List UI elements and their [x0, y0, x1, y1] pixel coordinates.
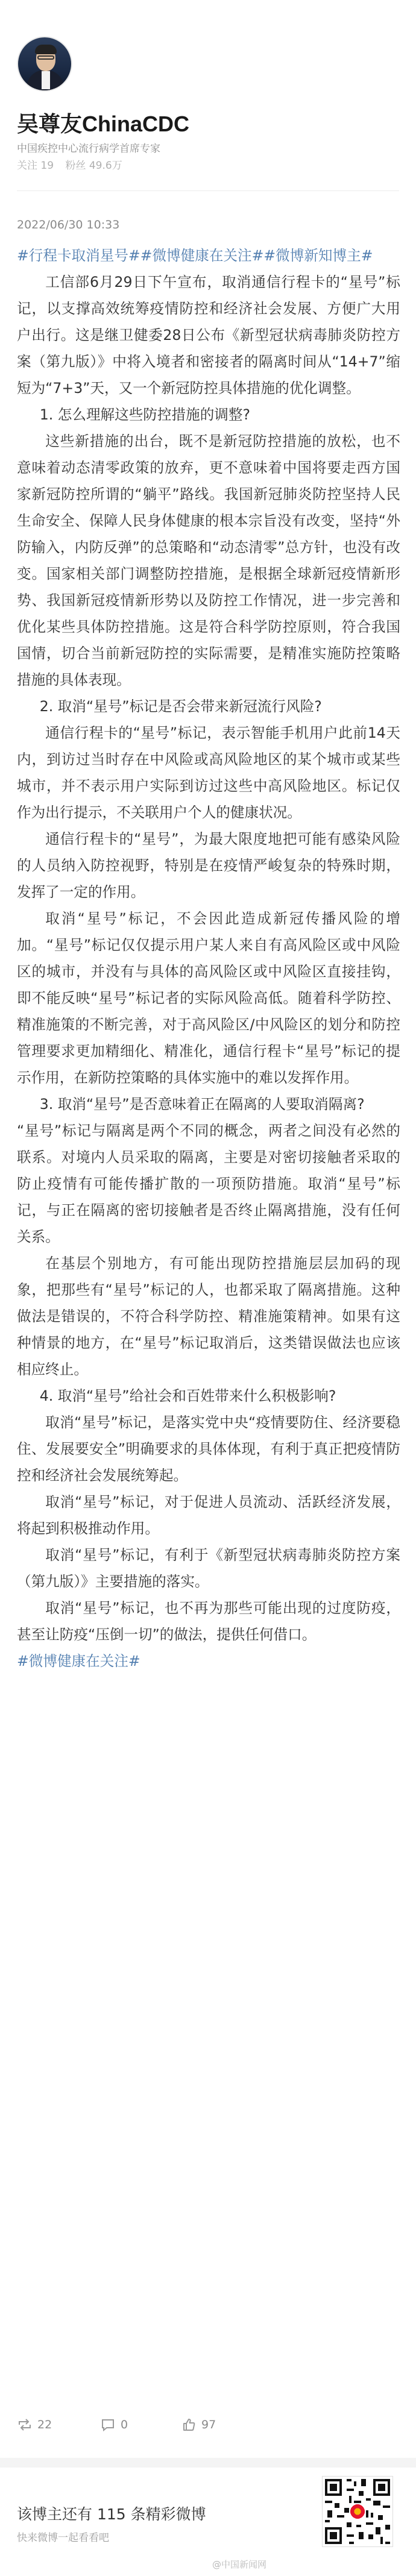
section-separator	[0, 2458, 416, 2468]
more-posts-subtitle: 快来微博一起看看吧	[17, 2532, 109, 2544]
like-count: 97	[201, 2418, 216, 2431]
post-hashtags[interactable]: #行程卡取消星号##微博健康在关注##微博新知博主#	[17, 247, 373, 264]
paragraph: 取消“星号”标记，也不再为那些可能出现的过度防疫，甚至让防疫“压倒一切”的做法，提供任何借口。	[17, 1600, 400, 1643]
profile-stats	[17, 157, 131, 172]
comment-count: 0	[121, 2418, 128, 2431]
post-date: 2022/06/30 10:33	[17, 218, 120, 231]
watermark: @中国新闻网	[212, 2559, 267, 2570]
comment-button[interactable]	[100, 2417, 128, 2433]
qr-code	[322, 2476, 393, 2547]
more-posts-title[interactable]: 该博主还有 115 条精彩微博	[17, 2505, 206, 2523]
section-heading: 1. 怎么理解这些防控措施的调整?	[39, 406, 251, 423]
section-heading: 3. 取消“星号”是否意味着正在隔离的人要取消隔离?	[39, 1096, 365, 1113]
paragraph: 取消“星号”标记，不会因此造成新冠传播风险的增加。“星号”标记仅仅提示用户某人来自有高风险区或中风险区的城市，并没有与具体的高风险区或中风险区直接挂钩，即不能反映“星号”标记者的实际风险高低。随着科学防控、精准施策的不断完善，对于高风险区/中风险区的划分和防控管理要求更加精细化、精准化，通信行程卡“星号”标记的提示作用，在新防控策略的具体实施中的难以发挥作用。	[17, 910, 400, 1086]
like-button[interactable]	[181, 2417, 216, 2433]
repost-count: 22	[37, 2418, 52, 2431]
paragraph: 在基层个别地方，有可能出现防控措施层层加码的现象，把那些有“星号”标记的人，也都采取了隔离措施。这种做法是错误的，不符合科学防控、精准施策精神。如果有这种情景的地方，在“星号”标记取消后，这类错误做法也应该相应终止。	[17, 1255, 400, 1378]
repost-icon	[17, 2417, 33, 2433]
paragraph: 这些新措施的出台，既不是新冠防控措施的放松，也不意味着动态清零政策的放弃，更不意味着中国将要走西方国家新冠防控所谓的“躺平”路线。我国新冠肺炎防控坚持人民生命安全、保障人民身体健康的根本宗旨没有改变，坚持“外防输入，内防反弹”的总策略和“动态清零”总方针，也没有改变。国家相关部门调整防控措施，是根据全球新冠疫情新形势、我国新冠疫情新形势以及防控工作情况，进一步完善和优化某些具体防控措施。这是符合科学防控原则，符合我国国情，切合当前新冠防控的实际需要，是精准实施防控策略措施的具体表现。	[17, 433, 400, 688]
comment-icon	[100, 2417, 116, 2433]
action-bar	[17, 2417, 258, 2439]
repost-button[interactable]	[17, 2417, 52, 2433]
paragraph: 工信部6月29日下午宣布，取消通信行程卡的“星号”标记，以支撑高效统筹疫情防控和经济社会发展、方便广大用户出行。这是继卫健委28日公布《新型冠状病毒肺炎防控方案（第九版）》中将入境者和密接者的隔离时间从“14+7”缩短为“7+3”天，又一个新冠防控具体措施的优化调整。	[17, 274, 400, 397]
paragraph: 取消“星号”标记，有利于《新型冠状病毒肺炎防控方案（第九版）》主要措施的落实。	[17, 1547, 400, 1590]
followers-count[interactable]: 粉丝 49.6万	[65, 160, 122, 172]
paragraph: 通信行程卡的“星号”标记，表示智能手机用户此前14天内，到访过当时存在中风险或高风险地区的某个城市或某些城市，并不表示用户实际到访过这些中高风险地区。标记仅作为出行提示，不关联用户个人的健康状况。	[17, 724, 400, 821]
divider	[17, 190, 399, 191]
footer-hashtag[interactable]: #微博健康在关注#	[17, 1653, 140, 1670]
following-count[interactable]: 关注 19	[17, 160, 54, 172]
paragraph: “星号”标记与隔离是两个不同的概念，两者之间没有必然的联系。对境内人员采取的隔离，主要是对密切接触者采取的防止疫情有可能传播扩散的一项预防措施。取消“星号”标记，与正在隔离的密切接触者是否终止隔离措施，没有任何关系。	[17, 1122, 400, 1245]
section-heading: 4. 取消“星号”给社会和百姓带来什么积极影响?	[39, 1387, 336, 1404]
profile-name[interactable]: 吴尊友ChinaCDC	[17, 112, 189, 136]
paragraph: 取消“星号”标记，对于促进人员流动、活跃经济发展，将起到积极推动作用。	[17, 1494, 400, 1537]
paragraph: 通信行程卡的“星号”，为最大限度地把可能有感染风险的人员纳入防控视野，特别是在疫情严峻复杂的特殊时期，发挥了一定的作用。	[17, 831, 400, 900]
verification-text: 中国疾控中心流行病学首席专家	[17, 143, 160, 155]
paragraph: 取消“星号”标记，是落实党中央“疫情要防住、经济要稳住、发展要安全”明确要求的具体体现，有利于真正把疫情防控和经济社会发展统筹起。	[17, 1414, 400, 1484]
avatar[interactable]	[17, 36, 72, 92]
post-body	[17, 242, 400, 1674]
section-heading: 2. 取消“星号”标记是否会带来新冠流行风险?	[39, 698, 322, 715]
thumbs-up-icon	[181, 2417, 197, 2433]
